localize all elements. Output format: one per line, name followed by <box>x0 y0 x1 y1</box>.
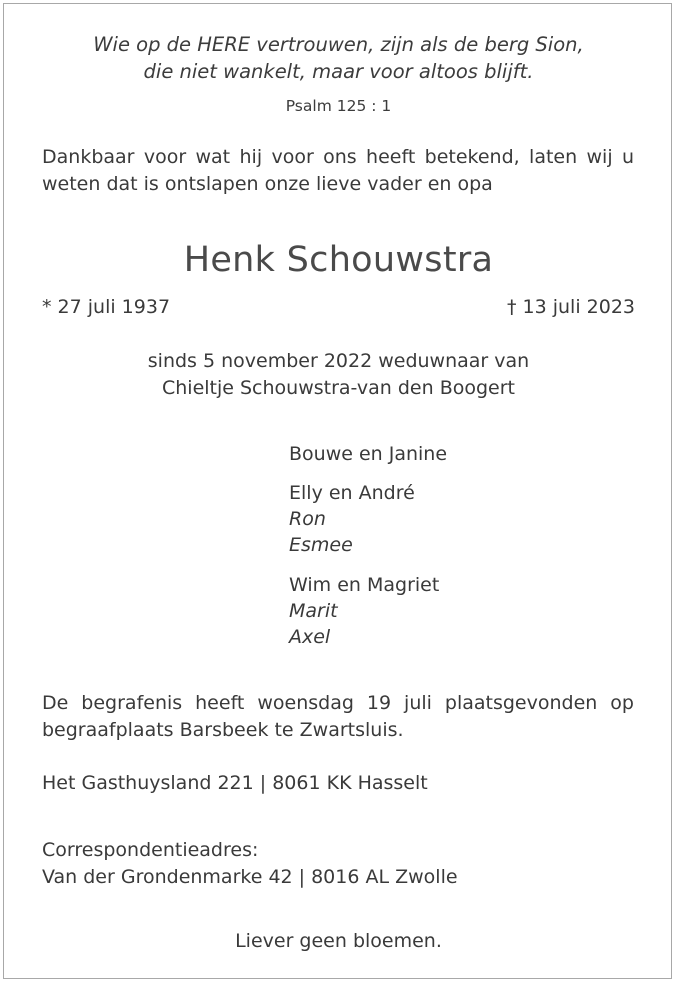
family-group-1 <box>289 441 447 467</box>
grandchild-name: Esmee <box>289 534 353 556</box>
grandchild-name: Ron <box>289 508 326 530</box>
grandchild-name: Axel <box>289 626 331 648</box>
death-date: † 13 juli 2023 <box>506 296 635 318</box>
bible-verse <box>0 31 677 85</box>
family-couple: Wim en Magriet <box>289 574 440 596</box>
widower-line-1: sinds 5 november 2022 weduwnaar van <box>147 350 530 372</box>
grandchild-name: Marit <box>289 600 338 622</box>
home-address: Het Gasthuysland 221 | 8061 KK Hasselt <box>42 772 428 794</box>
correspondence-address: Van der Grondenmarke 42 | 8016 AL Zwolle <box>42 866 458 888</box>
family-group-3 <box>289 572 439 650</box>
correspondence-block <box>42 837 458 891</box>
birth-date: * 27 juli 1937 <box>42 296 171 318</box>
family-couple: Bouwe en Janine <box>289 443 448 465</box>
widower-line-2: Chieltje Schouwstra-van den Boogert <box>161 377 515 399</box>
correspondence-label: Correspondentieadres: <box>42 839 259 861</box>
verse-line-1: Wie op de HERE vertrouwen, zijn als de berg Sion, <box>93 33 584 56</box>
funeral-notice: De begrafenis heeft woensdag 19 juli plaatsgevonden op begraafplaats Barsbeek te Zwartsluis. <box>42 692 634 741</box>
family-couple: Elly en André <box>289 482 415 504</box>
deceased-name: Henk Schouwstra <box>183 240 494 280</box>
verse-reference: Psalm 125 : 1 <box>285 97 392 115</box>
widower-notice <box>0 348 677 402</box>
family-group-2 <box>289 480 415 558</box>
verse-line-2: die niet wankelt, maar voor altoos blijft. <box>143 60 534 83</box>
intro-text: Dankbaar voor wat hij voor ons heeft betekend, laten wij u weten dat is ontslapen onze lieve vader en opa <box>42 146 634 195</box>
closing-note: Liever geen bloemen. <box>235 930 442 952</box>
